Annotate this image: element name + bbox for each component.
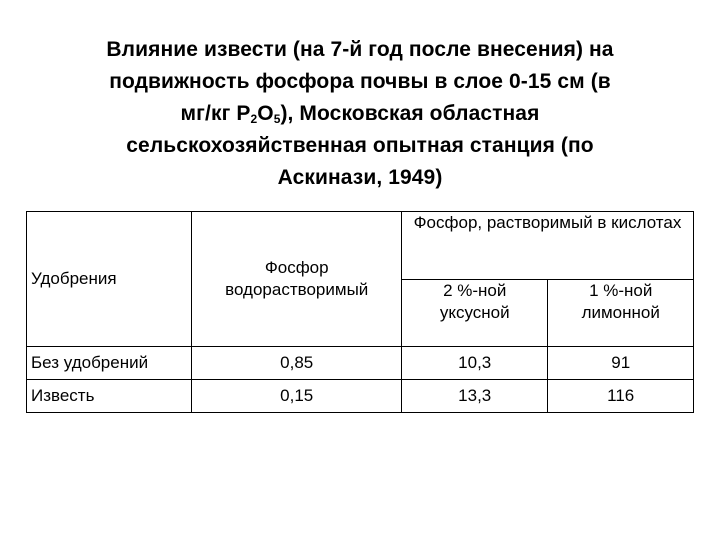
header-row	[27, 212, 694, 280]
row-name: Без удобрений	[27, 347, 192, 380]
header-acid-soluble: Фосфор, растворимый в кислотах	[401, 212, 693, 280]
citric-value: 116	[548, 380, 694, 413]
acetic-value: 10,3	[401, 347, 547, 380]
title-line-3-oxygen: O	[257, 102, 274, 125]
page-title	[30, 34, 690, 194]
table-row	[27, 380, 694, 413]
title-line-5: Аскинази, 1949)	[277, 166, 443, 189]
title-line-3	[30, 98, 690, 130]
title-line-3-start: мг/кг P	[180, 102, 251, 125]
title-line-3-end: ), Московская областная	[280, 102, 540, 125]
acetic-value: 13,3	[401, 380, 547, 413]
citric-value: 91	[548, 347, 694, 380]
subscript-2: 2	[250, 112, 258, 126]
header-acetic-acid: 2 %-ной уксусной	[401, 279, 547, 347]
title-line-2: подвижность фосфора почвы в слое 0-15 см (в	[109, 70, 611, 93]
water-soluble-value: 0,85	[192, 347, 402, 380]
phosphorus-table	[26, 211, 694, 413]
title-line-1: Влияние извести (на 7-й год после внесения) на	[106, 38, 614, 61]
header-water-soluble: Фосфор водорастворимый	[192, 212, 402, 347]
header-fertilizers: Удобрения	[27, 212, 192, 347]
subscript-5: 5	[273, 112, 281, 126]
row-name: Известь	[27, 380, 192, 413]
header-citric-acid: 1 %-ной лимонной	[548, 279, 694, 347]
table-row	[27, 347, 694, 380]
title-line-4: сельскохозяйственная опытная станция (по	[126, 134, 594, 157]
water-soluble-value: 0,15	[192, 380, 402, 413]
